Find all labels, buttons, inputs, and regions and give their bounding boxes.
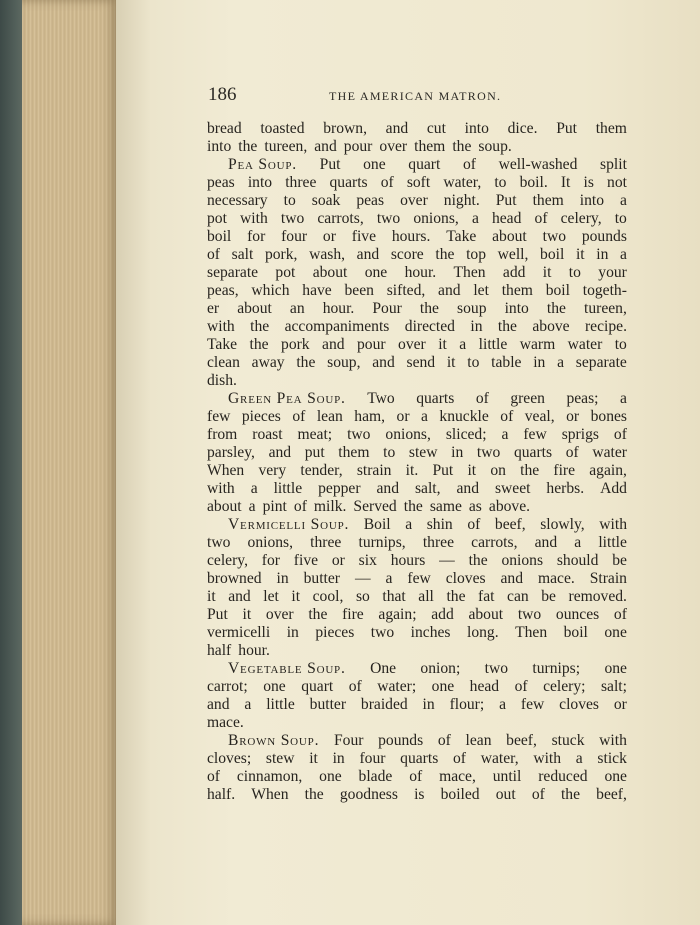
text-line: half hour. — [207, 642, 270, 659]
body-text — [207, 120, 627, 804]
recipe-start-line: Vermicelli Soup. Boil a shin of beef, slowly, with — [228, 516, 627, 533]
recipe-heading: Vegetable Soup. — [228, 660, 346, 677]
text-line: of salt pork, wash, and score the top well, boil it in a — [207, 246, 627, 263]
text-line: and a little butter braided in flour; a few cloves or — [207, 696, 627, 713]
page-header — [208, 84, 628, 108]
text-line: bread toasted brown, and cut into dice. Put them — [207, 120, 627, 137]
text-line: into the tureen, and pour over them the soup. — [207, 138, 512, 155]
text-line: it and let it cool, so that all the fat can be removed. — [207, 588, 627, 605]
page-number: 186 — [208, 84, 237, 105]
text-line: separate pot about one hour. Then add it to your — [207, 264, 627, 281]
recipe-start-line: Vegetable Soup. One onion; two turnips; one — [228, 660, 627, 677]
text-line: Take the pork and pour over it a little warm water to — [207, 336, 627, 353]
text-line: necessary to soak peas over night. Put them into a — [207, 192, 627, 209]
text-line: cloves; stew it in four quarts of water, with a stick — [207, 750, 627, 767]
recipe-start-line: Pea Soup. Put one quart of well-washed split — [228, 156, 627, 173]
text-line: When very tender, strain it. Put it on the fire again, — [207, 462, 627, 479]
text-line: with the accompaniments directed in the above recipe. — [207, 318, 627, 335]
text-line: from roast meat; two onions, sliced; a few sprigs of — [207, 426, 627, 443]
text-line: vermicelli in pieces two inches long. Then boil one — [207, 624, 627, 641]
text-line: pot with two carrots, two onions, a head of celery, to — [207, 210, 627, 227]
text-line: er about an hour. Pour the soup into the tureen, — [207, 300, 627, 317]
text-line: of cinnamon, one blade of mace, until reduced one — [207, 768, 627, 785]
text-line: parsley, and put them to stew in two quarts of water — [207, 444, 627, 461]
text-line: browned in butter — a few cloves and mace. Strain — [207, 570, 627, 587]
recipe-start-line: Green Pea Soup. Two quarts of green peas; a — [228, 390, 627, 407]
text-line: mace. — [207, 714, 244, 731]
text-line: two onions, three turnips, three carrots, and a little — [207, 534, 627, 551]
recipe-start-line: Brown Soup. Four pounds of lean beef, stuck with — [228, 732, 627, 749]
text-line: peas, which have been sifted, and let them boil togeth- — [207, 282, 627, 299]
text-line: few pieces of lean ham, or a knuckle of veal, or bones — [207, 408, 627, 425]
running-title: THE AMERICAN MATRON. — [329, 89, 502, 103]
text-line: celery, for five or six hours — the onions should be — [207, 552, 627, 569]
recipe-heading: Brown Soup. — [228, 732, 320, 749]
recipe-heading: Pea Soup. — [228, 156, 298, 173]
text-line: about a pint of milk. Served the same as above. — [207, 498, 531, 515]
text-line: peas into three quarts of soft water, to boil. It is not — [207, 174, 627, 191]
text-line: half. When the goodness is boiled out of the beef, — [207, 786, 627, 803]
text-line: boil for four or five hours. Take about two pounds — [207, 228, 627, 245]
text-line: carrot; one quart of water; one head of celery; salt; — [207, 678, 627, 695]
text-line: clean away the soup, and send it to table in a separate — [207, 354, 627, 371]
page-stack-edge — [22, 0, 118, 925]
text-line: Put it over the fire again; add about two ounces of — [207, 606, 627, 623]
recipe-heading: Green Pea Soup. — [228, 390, 346, 407]
text-line: with a little pepper and salt, and sweet herbs. Add — [207, 480, 627, 497]
recipe-heading: Vermicelli Soup. — [228, 516, 350, 533]
text-line: dish. — [207, 372, 237, 389]
